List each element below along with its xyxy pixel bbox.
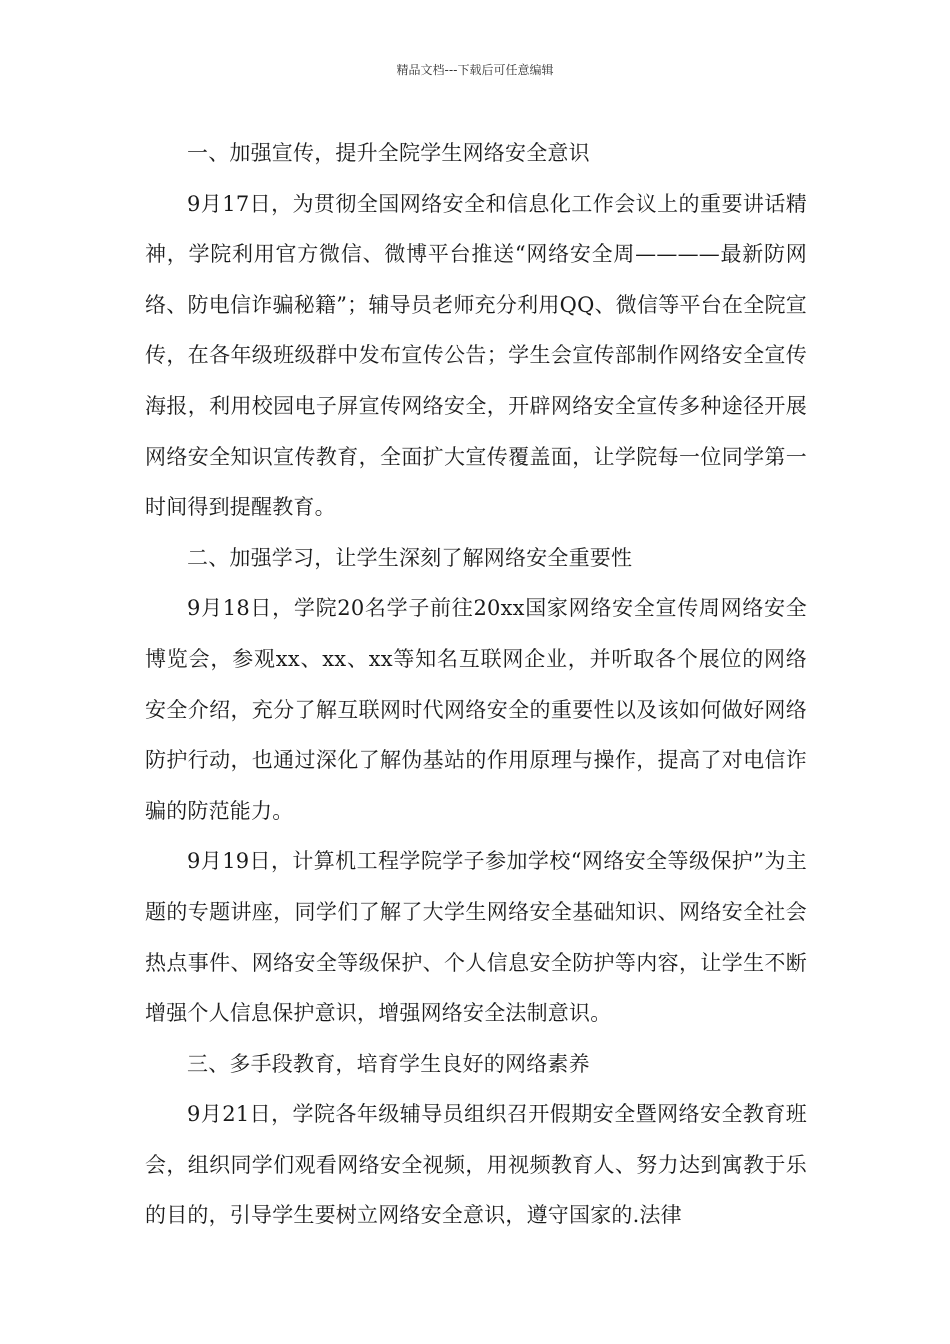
- section-heading-3: 三、多手段教育，培育学生良好的网络素养: [187, 1051, 590, 1076]
- paragraph-3: 9月19日，计算机工程学院学子参加学校“网络安全等级保护”为主题的专题讲座，同学们了解了大学生网络安全基础知识、网络安全社会热点事件、网络安全等级保护、个人信息安全防护等内容，让学生不断增强个人信息保护意识，增强网络安全法制意识。: [145, 849, 807, 1026]
- section-heading-2: 二、加强学习，让学生深刻了解网络安全重要性: [187, 545, 633, 570]
- document-body: [145, 128, 807, 1241]
- paragraph-2: 9月18日，学院20名学子前往20xx国家网络安全宣传周网络安全博览会，参观xx、xx、xx等知名互联网企业，并听取各个展位的网络安全介绍，充分了解互联网时代网络安全的重要性以及该如何做好网络防护行动，也通过深化了解伪基站的作用原理与操作，提高了对电信诈骗的防范能力。: [145, 596, 807, 823]
- paragraph-4: 9月21日，学院各年级辅导员组织召开假期安全暨网络安全教育班会，组织同学们观看网络安全视频，用视频教育人、努力达到寓教于乐的目的，引导学生要树立网络安全意识，遵守国家的.法律: [145, 1102, 807, 1228]
- paragraph-1: 9月17日，为贯彻全国网络安全和信息化工作会议上的重要讲话精神，学院利用官方微信、微博平台推送“网络安全周————最新防网络、防电信诈骗秘籍”；辅导员老师充分利用QQ、微信等平台在全院宣传，在各年级班级群中发布宣传公告；学生会宣传部制作网络安全宣传海报，利用校园电子屏宣传网络安全，开辟网络安全宣传多种途径开展网络安全知识宣传教育，全面扩大宣传覆盖面，让学院每一位同学第一时间得到提醒教育。: [145, 191, 807, 520]
- page-header: 精品文档---下载后可任意编辑: [396, 63, 554, 77]
- section-heading-1: 一、加强宣传，提升全院学生网络安全意识: [187, 141, 590, 165]
